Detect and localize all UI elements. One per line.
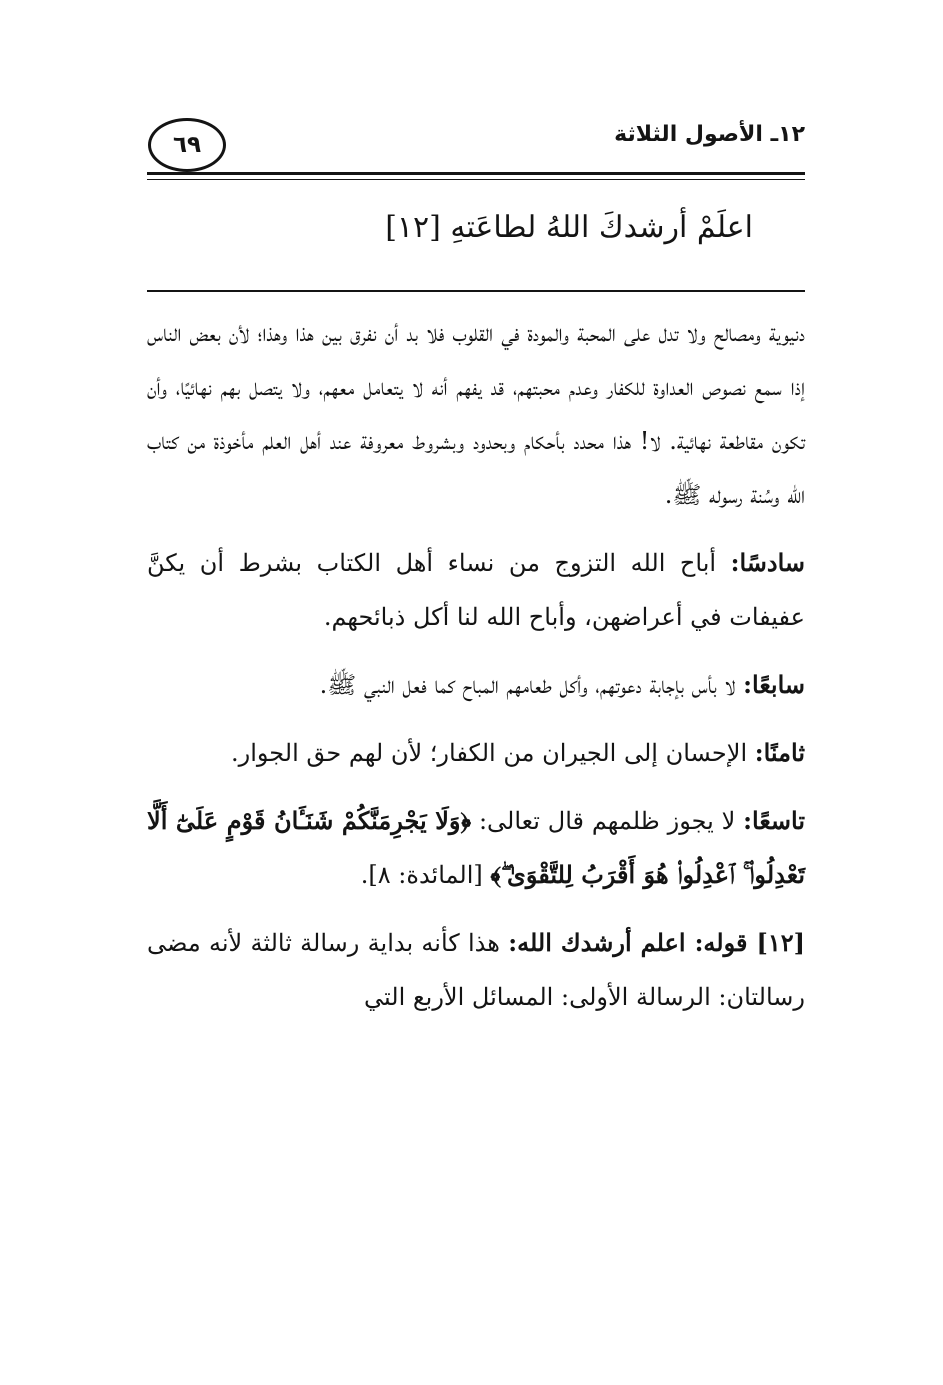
- paragraph-text: دنيوية ومصالح ولا تدل على المحبة والمودة في القلوب فلا بد أن نفرق بين هذا وهذا؛ لأن بعض الناس إذا سمع نصوص العداوة للكفار وعدم محبتهم، قد يفهم أنه لا يتعامل معهم، ولا يتصل بهم نهائيًا، وأن تكون مقاطعة نهائية. لا! هذا محدد بأحكام وبحدود وبشروط معروفة عند أهل العلم مأخوذة من كتاب الله وسُنة رسوله ﷺ.: [147, 319, 805, 509]
- running-header-title: ١٢ـ الأصول الثلاثة: [614, 122, 805, 147]
- footnote-text: هذا كأنه بداية رسالة ثالثة لأنه مضى رسالتان: الرسالة الأولى: المسائل الأربع التي: [147, 929, 805, 1011]
- paragraph-text: الإحسان إلى الجيران من الكفار؛ لأن لهم حق الجوار.: [231, 739, 755, 767]
- paragraph: [147, 794, 805, 902]
- body-text: [147, 306, 805, 1038]
- paragraph-text: لا بأس بإجابة دعوتهم، وأكل طعامهم المباح كما فعل النبي ﷺ.: [319, 671, 744, 699]
- header-rule-thick: [147, 172, 805, 175]
- paragraph-lead: سادسًا:: [730, 548, 806, 577]
- paragraph-lead: تاسعًا:: [743, 806, 805, 835]
- footnote-lead: [١٢] قوله: اعلم أرشدك الله:: [508, 928, 805, 957]
- paragraph: [147, 658, 805, 712]
- paragraph: [147, 306, 805, 522]
- section-title: اعلَمْ أرشدكَ اللهُ لطاعَتهِ [١٢]: [385, 210, 753, 245]
- paragraph: [147, 726, 805, 780]
- paragraph-lead: سابعًا:: [743, 670, 805, 699]
- paragraph-lead: ثامنًا:: [754, 738, 805, 767]
- section-divider: [147, 290, 805, 292]
- footnote-paragraph: [147, 916, 805, 1024]
- verse-citation: [المائدة: ٨].: [360, 861, 491, 889]
- page-number: ٦٩: [148, 118, 226, 172]
- header-rule-thin: [147, 179, 805, 180]
- paragraph-text: أباح الله التزوج من نساء أهل الكتاب بشرط أن يكنَّ عفيفات في أعراضهن، وأباح الله لنا أكل ذبائحهم.: [147, 549, 805, 631]
- paragraph: [147, 536, 805, 644]
- paragraph-text: لا يجوز ظلمهم قال تعالى:: [471, 807, 744, 835]
- quran-verse: ﴿وَلَا يَجْرِمَنَّكُمْ شَنَـَٔانُ قَوْمٍ عَلَىٰٓ أَلَّا تَعْدِلُوا۟ ۚ ٱعْدِلُوا۟ هُوَ أَقْرَبُ لِلتَّقْوَىٰ ۖ﴾: [147, 806, 805, 889]
